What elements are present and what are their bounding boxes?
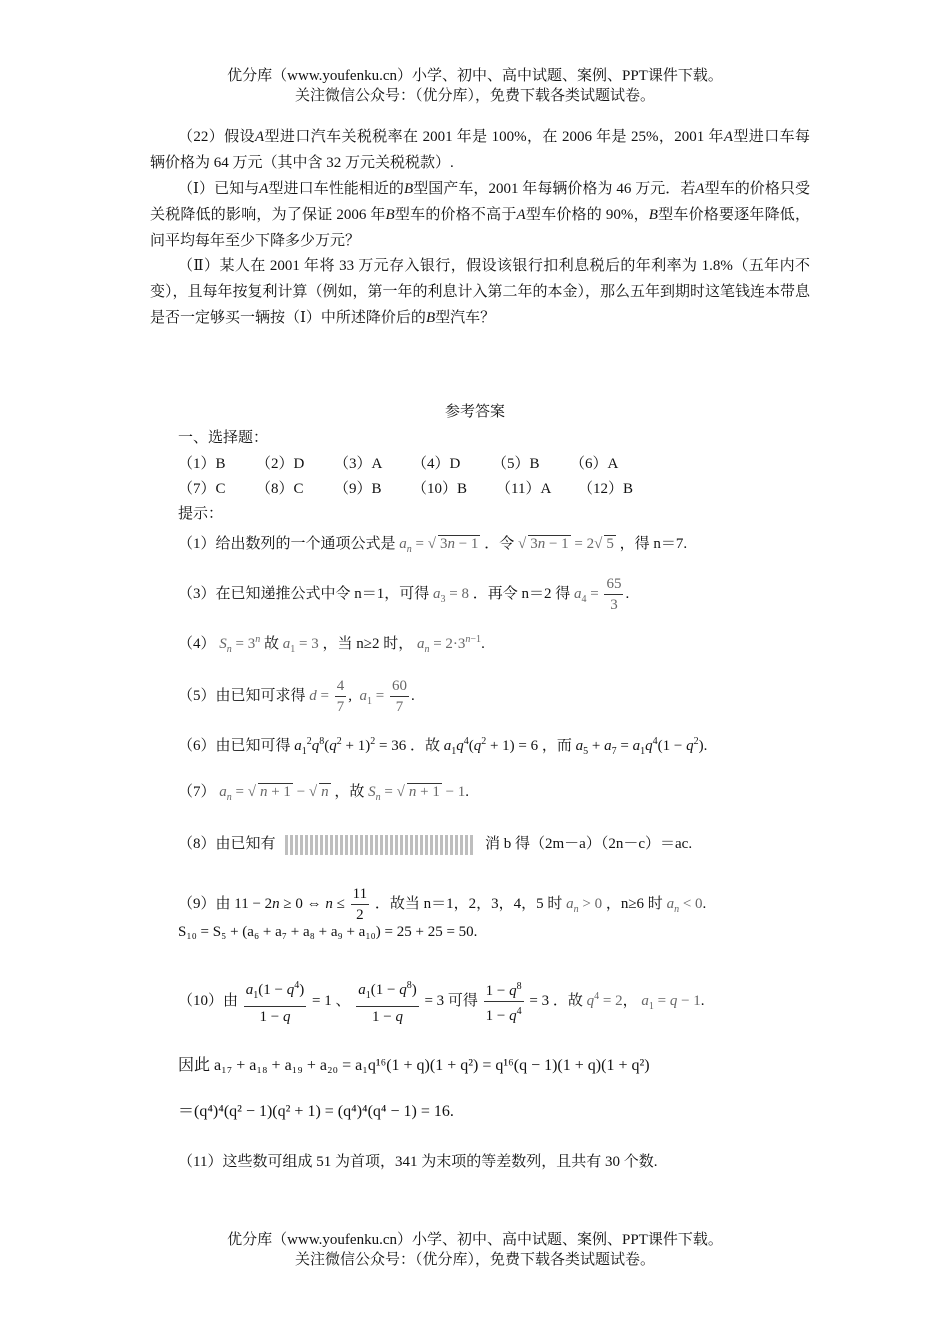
answer-item: （4）D xyxy=(412,456,461,472)
page-footer-line2: 关注微信公众号：（优分库），免费下载各类试题试卷。 xyxy=(294,1252,655,1268)
hint-5: （5）由已知可求得 d = $\frac{4}{7}$ , $a_1$ = $\frac{60}{7}$ . xyxy=(178,678,415,715)
q22-part2: （Ⅱ）某人在 2001 年将 33 万元存入银行，假设该银行扣利息税后的年利率为 1.8%（五年内不变），且每年按复利计算（例如，第一年的利息计入第二年的本金），那么五年到期时这笔钱连本带息是否一定够买一辆按（Ⅰ）中所述降价后的B型汽车？ xyxy=(150,258,811,326)
hint-4: （4） $S_n = 3^n$ 故 $a_1 = 3$ ，当 n≥2 时， $a_n = 2\cdot 3^{n-1}$. xyxy=(178,634,485,655)
page-header-line2: 关注微信公众号：（优分库），免费下载各类试题试卷。 xyxy=(294,88,655,104)
answer-item: （9）B xyxy=(334,481,382,497)
answer-item: （6）A xyxy=(570,456,619,472)
answer-item: （7）C xyxy=(178,481,226,497)
hint-1: （1）给出数列的一个通项公式是 $a_n$ = √ 3n − 1 ．令 √ 3n − 1 = 2√ 5 ，得 n＝7. xyxy=(178,536,688,555)
answer-item: （1）B xyxy=(178,456,226,472)
hint-11: （11）这些数可组成 51 为首项，341 为末项的等差数列，且共有 30 个数. xyxy=(178,1154,658,1170)
hint-6: （6）由已知可得 $a_1^2q^8(q^2 + 1)^2 = 36$ ．故 $a_1q^4(q^2 + 1) = 6$ ，而 $a_5 + a_7 = a_1q^4(1 - q^2)$. xyxy=(178,736,708,757)
answer-item: （2）D xyxy=(256,456,305,472)
hint-9-sum: S₁₀ = S₅ + (a₆ + a₇ + a₈ + a₉ + a₁₀) = 25 + 25 = 50. xyxy=(178,924,478,940)
page-footer-line1: 优分库（www.youfenku.cn）小学、初中、高中试题、案例、PPT课件下载。 xyxy=(227,1232,723,1248)
hint-10: （10）由 $\frac{a_1(1 - q^4)}{1 - q}$ = 1 、 $\frac{a_1(1 - q^8)}{1 - q}$ = 3 可得 $\frac{1 - q^8}{1 - q^4}$ = 3 ．故 $q^4 = 2$， $a_1 = q - 1$. xyxy=(178,976,705,1027)
answer-item: （8）C xyxy=(256,481,304,497)
hint-3: （3）在已知递推公式中令 n＝1，可得 $a_3 = 8$ ．再令 n＝2 得 $a_4$ = $\frac{65}{3}$ . xyxy=(178,576,630,613)
equation-system-image xyxy=(285,835,475,855)
answer-item: （5）B xyxy=(492,456,540,472)
hint-10-result: ＝(q⁴)⁴(q² − 1)(q² + 1) = (q⁴)⁴(q⁴ − 1) = 16. xyxy=(178,1103,454,1120)
answer-item: （12）B xyxy=(578,481,634,497)
hint-8: （8）由已知有 消 b 得（2m－a）（2n－c）＝ac. xyxy=(178,832,692,855)
answers-title: 参考答案 xyxy=(444,404,505,420)
answer-item: （3）A xyxy=(334,456,383,472)
hint-7: （7） $a_n$ = √ n + 1 − √ n ，故 $S_n$ = √ n + 1 − 1. xyxy=(178,784,470,803)
answers-section: 一、选择题： xyxy=(178,430,269,446)
hint-10-therefore: 因此 a₁₇ + a₁₈ + a₁₉ + a₂₀ = a₁q¹⁶(1 + q)(1 + q²) = q¹⁶(q − 1)(1 + q)(1 + q²) xyxy=(178,1057,650,1074)
hint-label: 提示： xyxy=(178,506,224,522)
answer-item: （10）B xyxy=(412,481,468,497)
q22-part1: （Ⅰ）已知与A型进口车性能相近的B型国产车，2001 年每辆价格为 46 万元．若A型车的价格只受关税降低的影响，为了保证 2006 年B型车的价格不高于A型车价格的 90%，B型车价格要逐年降低，问平均每年至少下降多少万元？ xyxy=(150,181,810,249)
q22-intro: （22）假设A型进口汽车关税税率在 2001 年是 100%，在 2006 年是 25%，2001 年A型进口车每辆价格为 64 万元（其中含 32 万元关税税款）. xyxy=(150,129,810,171)
answers-row-1 xyxy=(178,452,618,473)
hint-9: （9）由 11 − 2n ≥ 0 ⇔ n ≤ $\frac{11}{2}$ ．故当 n＝1，2，3，4，5 时 $a_n > 0$ ，n≥6 时 $a_n < 0$. xyxy=(178,886,707,923)
answer-item: （11）A xyxy=(496,481,552,497)
page-header-line1: 优分库（www.youfenku.cn）小学、初中、高中试题、案例、PPT课件下载。 xyxy=(227,68,723,84)
answers-row-2 xyxy=(178,477,633,498)
